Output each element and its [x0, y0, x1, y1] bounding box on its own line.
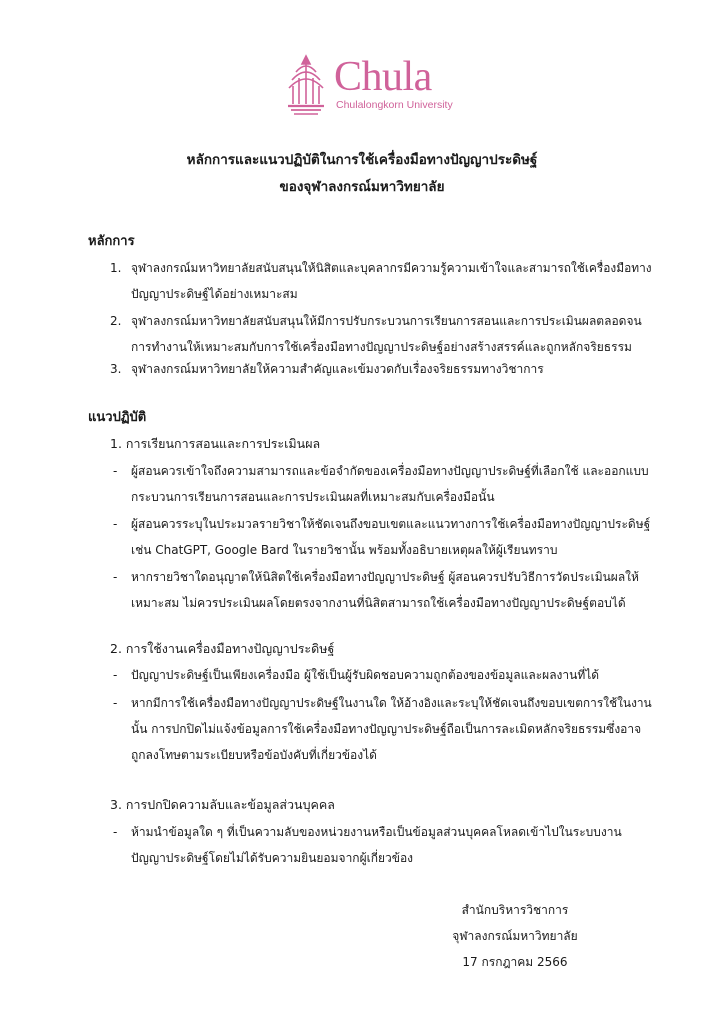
principle-number: 1. [110, 261, 122, 275]
principle-text-line: จุฬาลงกรณ์มหาวิทยาลัยให้ความสำคัญและเข้มงวดกับเรื่องจริยธรรมทางวิชาการ [131, 362, 544, 376]
bullet-text-line: ปัญญาประดิษฐ์โดยไม่ได้รับความยินยอมจากผู้เกี่ยวข้อง [131, 851, 414, 865]
practice-section-2-title: 2. การใช้งานเครื่องมือทางปัญญาประดิษฐ์ [110, 641, 335, 656]
chula-logo [284, 52, 459, 118]
bullet-text-line: นั้น การปกปิดไม่แจ้งข้อมูลการใช้เครื่องมือทางปัญญาประดิษฐ์ถือเป็นการละเมิดหลักจริยธรรมซึ่งอาจ [131, 722, 642, 736]
principle-number: 2. [110, 314, 122, 328]
principle-text-line: จุฬาลงกรณ์มหาวิทยาลัยสนับสนุนให้นิสิตและบุคลากรมีความรู้ความเข้าใจและสามารถใช้เครื่องมือทาง [131, 261, 652, 275]
practices-heading: แนวปฏิบัติ [88, 410, 147, 425]
bullet-dash: - [113, 570, 118, 584]
principles-heading: หลักการ [88, 234, 135, 249]
document-title-line1: หลักการและแนวปฏิบัติในการใช้เครื่องมือทางปัญญาประดิษฐ์ [186, 152, 538, 168]
bullet-dash: - [113, 825, 118, 839]
bullet-text-line: เช่น ChatGPT, Google Bard ในรายวิชานั้น พร้อมทั้งอธิบายเหตุผลให้ผู้เรียนทราบ [131, 543, 558, 557]
principle-number: 3. [110, 362, 122, 376]
signature-date: 17 กรกฎาคม 2566 [462, 955, 568, 969]
signature-university: จุฬาลงกรณ์มหาวิทยาลัย [452, 929, 578, 943]
principle-text-line: การทำงานให้เหมาะสมกับการใช้เครื่องมือทางปัญญาประดิษฐ์อย่างสร้างสรรค์และถูกหลักจริยธรรม [131, 340, 632, 354]
bullet-dash: - [113, 464, 118, 478]
chula-emblem-icon [284, 52, 328, 116]
practice-section-3-title: 3. การปกปิดความลับและข้อมูลส่วนบุคคล [110, 797, 335, 812]
document-title-line2: ของจุฬาลงกรณ์มหาวิทยาลัย [279, 179, 445, 195]
bullet-text-line: หากรายวิชาใดอนุญาตให้นิสิตใช้เครื่องมือทางปัญญาประดิษฐ์ ผู้สอนควรปรับวิธีการวัดประเมินผลให้ [131, 570, 639, 584]
bullet-text-line: ผู้สอนควรระบุในประมวลรายวิชาให้ชัดเจนถึงขอบเขตและแนวทางการใช้เครื่องมือทางปัญญาประดิษฐ์ [131, 517, 651, 531]
bullet-text-line: ผู้สอนควรเข้าใจถึงความสามารถและข้อจำกัดของเครื่องมือทางปัญญาประดิษฐ์ที่เลือกใช้ และออกแบบ [131, 464, 649, 478]
logo-wordmark: Chula [334, 54, 432, 100]
bullet-text-line: เหมาะสม ไม่ควรประเมินผลโดยตรงจากงานที่นิสิตสามารถใช้เครื่องมือทางปัญญาประดิษฐ์ตอบได้ [131, 596, 626, 610]
bullet-dash: - [113, 668, 118, 682]
bullet-text-line: ห้ามนำข้อมูลใด ๆ ที่เป็นความลับของหน่วยงานหรือเป็นข้อมูลส่วนบุคคลโหลดเข้าไปในระบบงาน [131, 825, 622, 839]
practice-section-1-title: 1. การเรียนการสอนและการประเมินผล [110, 436, 321, 451]
bullet-text-line: ถูกลงโทษตามระเบียบหรือข้อบังคับที่เกี่ยวข้องได้ [131, 748, 377, 762]
bullet-dash: - [113, 696, 118, 710]
bullet-text-line: กระบวนการเรียนการสอนและการประเมินผลที่เหมาะสมกับเครื่องมือนั้น [131, 490, 495, 504]
principle-text-line: จุฬาลงกรณ์มหาวิทยาลัยสนับสนุนให้มีการปรับกระบวนการเรียนการสอนและการประเมินผลตลอดจน [131, 314, 642, 328]
principle-text-line: ปัญญาประดิษฐ์ได้อย่างเหมาะสม [131, 287, 298, 301]
bullet-text-line: หากมีการใช้เครื่องมือทางปัญญาประดิษฐ์ในงานใด ให้อ้างอิงและระบุให้ชัดเจนถึงขอบเขตการใช้ในงาน [131, 696, 652, 710]
bullet-text-line: ปัญญาประดิษฐ์เป็นเพียงเครื่องมือ ผู้ใช้เป็นผู้รับผิดชอบความถูกต้องของข้อมูลและผลงานที่ได้ [131, 668, 600, 682]
signature-office: สำนักบริหารวิชาการ [461, 903, 569, 917]
bullet-dash: - [113, 517, 118, 531]
logo-subtitle: Chulalongkorn University [336, 99, 453, 111]
